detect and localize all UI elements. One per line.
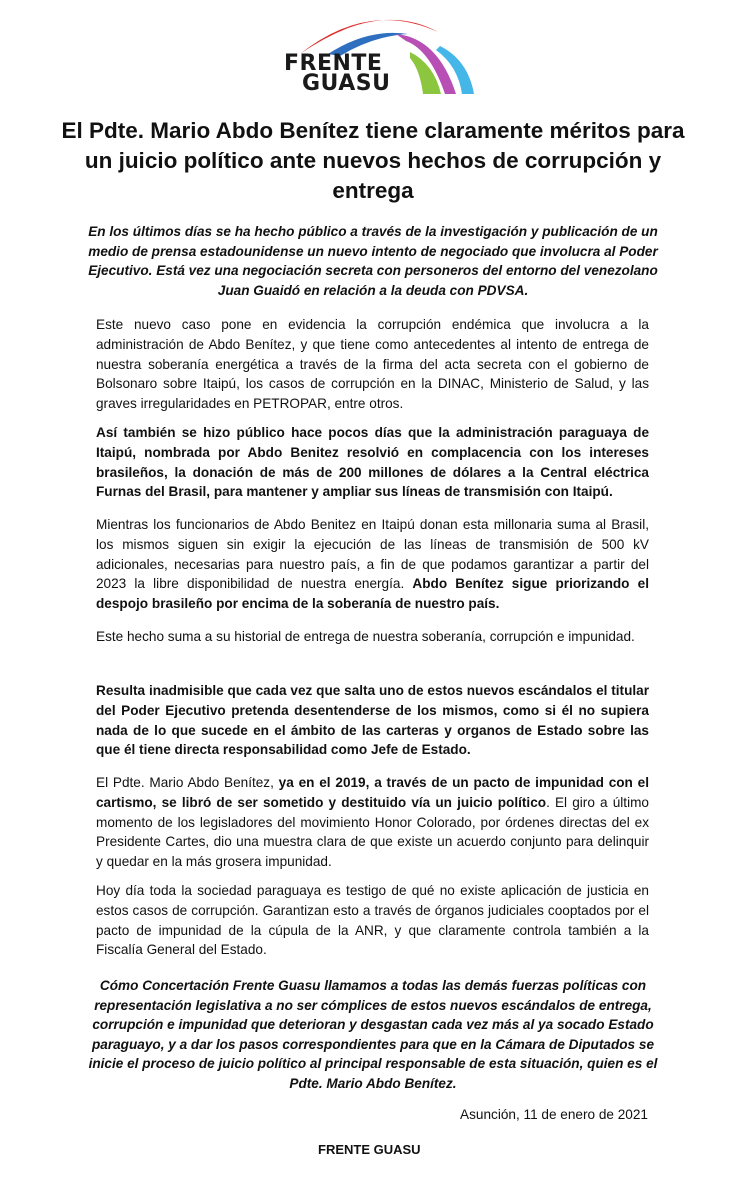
- body-paragraph-1: Este nuevo caso pone en evidencia la corrupción endémica que involucra a la administración de Abdo Benítez, y que tiene como antecedentes al intento de entrega de nuestra soberanía energética a través de la firma del acta secreta con el gobierno de Bolsonaro sobre Itaipú, los casos de corrupción en la DINAC, Ministerio de Salud, y las graves irregularidades en PETROPAR, entre otros.: [96, 317, 649, 412]
- body-paragraph-5: Resulta inadmisible que cada vez que salta uno de estos nuevos escándalos el titular del Poder Ejecutivo pretenda desentenderse de los mismos, como si él no supiera nada de lo que sucede en el ámbito de las carteras y organos de Estado sobre las que él tiene directa responsabilidad como Jefe de Estado.: [96, 683, 649, 758]
- closing-statement: Cómo Concertación Frente Guasu llamamos a todas las demás fuerzas políticas con representación legislativa a no ser cómplices de estos nuevos escándalos de entrega, corrupción e impunidad que deterioran y desgastan cada vez más al ya socado Estado paraguayo, y a dar los pasos correspondientes para que en la Cámara de Diputados se inicie el proceso de juicio político al principal responsable de esta situación, quien es el Pdte. Mario Abdo Benítez.: [88, 978, 658, 1091]
- paragraph-6-bold: ya en el 2019, a través de un pacto de impunidad con el cartismo, se libró de ser sometido y destituido vía un juicio político: [96, 775, 649, 810]
- date-line: Asunción, 11 de enero de 2021: [460, 1107, 648, 1122]
- body-paragraph-2: Así también se hizo público hace pocos días que la administración paraguaya de Itaipú, nombrada por Abdo Benitez resolvió en complacencia con los intereses brasileños, la donación de más de 200 millones de dólares a la Central eléctrica Furnas del Brasil, para mantener y ampliar sus líneas de transmisión con Itaipú.: [96, 425, 649, 500]
- body-paragraph-7: Hoy día toda la sociedad paraguaya es testigo de qué no existe aplicación de justicia en estos casos de corrupción. Garantizan esto a través de órganos judiciales cooptados por el pacto de impunidad de la cúpula de la ANR, y que claramente controla también a la Fiscalía General del Estado.: [96, 883, 649, 958]
- paragraph-6-regular-b: . El giro a último momento de los legisladores del movimiento Honor Colorado, por órdenes directas del ex Presidente Cartes, dio una muestra clara de que existe un acuerdo conjunto para delinquir y quedar en la más grosera impunidad.: [96, 794, 649, 870]
- logo-text-frente: FRENTE: [284, 51, 383, 76]
- frente-guasu-logo: [278, 8, 478, 100]
- headline: El Pdte. Mario Abdo Benítez tiene claramente méritos para un juicio político ante nuevos hechos de corrupción y entrega: [61, 118, 685, 203]
- signature: FRENTE GUASU: [318, 1142, 421, 1157]
- body-paragraph-3: [96, 515, 649, 614]
- paragraph-6-regular-a: El Pdte. Mario Abdo Benítez,: [96, 775, 279, 790]
- body-paragraph-4: Este hecho suma a su historial de entrega de nuestra soberanía, corrupción e impunidad.: [96, 629, 635, 644]
- lead-paragraph: En los últimos días se ha hecho público a través de la investigación y publicación de un medio de prensa estadounidense un nuevo intento de negociado que involucra al Poder Ejecutivo. Está vez una negociación secreta con personeros del entorno del venezolano Juan Guaidó en relación a la deuda con PDVSA.: [88, 224, 658, 298]
- paragraph-3-regular: Mientras los funcionarios de Abdo Benitez en Itaipú donan esta millonaria suma al Brasil, los mismos siguen sin exigir la ejecución de las líneas de transmisión de 500 kV adicionales, necesarias para nuestro país, a fin de que podamos garantizar a partir del 2023 la libre disponibilidad de nuestra energía.: [96, 517, 649, 592]
- paragraph-3-bold: Abdo Benítez sigue priorizando el despojo brasileño por encima de la soberanía de nuestro país.: [96, 576, 649, 612]
- body-paragraph-6: [96, 773, 649, 872]
- logo-text-guasu: GUASU: [302, 71, 391, 96]
